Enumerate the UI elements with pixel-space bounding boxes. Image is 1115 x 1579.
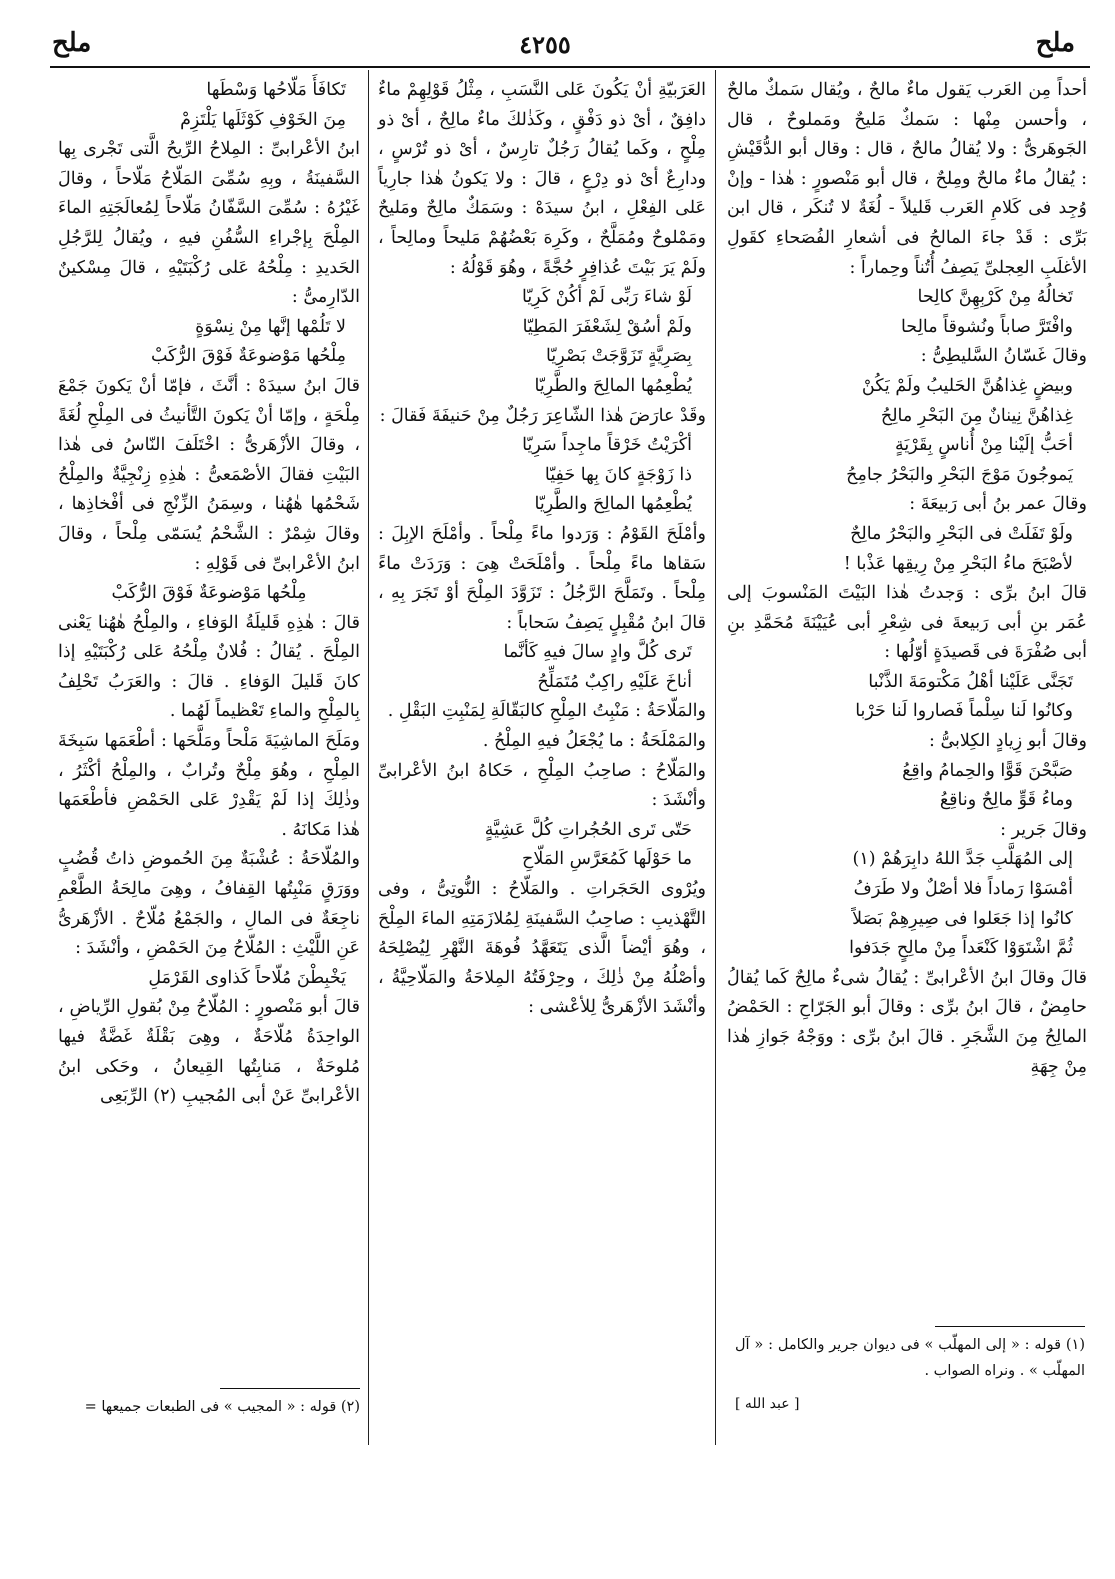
verse-line: أكْرَيْتُ خَرْقاً ماجِداً سَرِيّا [522,435,692,456]
paragraph: قالَ ابنُ سيدَهْ : أنَّثَ ، فإمّا أنْ يَكونَ جَمْعَ مِلْحَةٍ ، وإمّا أنْ يَكونَ التَّأنيثُ فى المِلْحِ لُغَةً ، وقالَ الأزْهَرىُّ : اخْتَلَفَ النّاسُ فى هٰذا البَيْتِ فقالَ الأصْمَعىُّ : هٰذِهِ زِنْجِيَّةٌ والمِلْحُ شَحْمُها هٰهُنا ، وسِمَنُ الزِّنْجِ فى أفْخاذِها ، وقالَ شِمْرٌ : الشَّحْمُ يُسَمّى مِلْحاً ، وقالَ ابنُ الأعْرابىِّ فى قَوْلِهِ : [58,375,360,574]
verse-line: كانُوا إذا جَعَلوا فى صِيرِهِمْ بَصَلاً [852,908,1073,929]
paragraph: والمُلّاحَةُ : عُشْبَةٌ مِنَ الحُموضِ ذاتُ قُضُبٍ ووَرَقٍ مَنْبِتُها القِفافُ ، وهِىَ مالِحَةُ الطَّعْمِ ناجِعَةٌ فى المالِ ، والجَمْعُ مُلّاحٌ . الأزْهَرىُّ عَنِ اللَّيْثِ : المُلّاحُ مِنَ الحَمْضِ ، وأنْشَدَ : [58,849,360,959]
verse-line: مِلْحُها مَوْضوعَةٌ فَوْقَ الرُّكَبْ [150,346,346,367]
verse-line: ذا زَوْجَةٍ كانَ بِها حَفِيّا [544,464,692,485]
verse-line: تَكافَأَ مَلّاحُها وَسْطَها [206,80,346,100]
paragraph: أحداً مِن العَرب يَقول ماءٌ مالحٌ ، ويُقال سَمكٌ مالحٌ ، وأحسن مِنْها : سَمكٌ مَليحٌ ومَملوحٌ ، قال الجَوهَرىُّ : ولا يُقالُ مالحٌ ، قال : وقال أبو الدُّقَيْشِ : يُقالُ ماءٌ مالحٌ ومِلحٌ ، قال أبو مَنْصورٍ : هٰذا - وإنْ وُجِد فى كَلامِ العَرب قَليلاً - لُغَةٌ لا تُنكَر ، قال ابن بَرِّى : قَدْ جاءَ المالحُ فى أشعارِ الفُصَحاءِ كقَولِ الأغلَبِ العِجلىِّ يَصِفُ أُتُناً وحِماراً : [727,80,1087,278]
footnote: (١) قوله : « إلى المهلّب » فى ديوان جرير والكامل : « آل المهلّب » . ونراه الصواب . [735,1337,1085,1379]
verse-line: غِذاهُنَّ نِينانٌ مِنَ البَحْرِ مالِحُ [880,405,1073,426]
header-rule [50,66,1090,68]
verse-line: وماءُ قَوٍّ مالِحٌ وناقِعُ [939,790,1073,811]
verse-line: ما حَوْلَها كَمُعَرَّسِ المَلّاحِ [522,849,692,870]
footnote-rule [220,1388,360,1389]
column-divider-right [715,70,716,1445]
verse-line: يَخْبِطْنَ مُلّاحاً كَذاوى القَرْمَلِ [148,967,346,988]
verse-line: مِنَ الخَوْفِ كَوْثَلَها يَلْتَزِمْ [180,109,346,130]
verse-line: حَتّى تَرى الحُجُراتِ كُلَّ عَشِيَّةٍ [484,819,692,840]
footnote-rule [935,1326,1085,1327]
page-number: ٤٢٥٥ [519,30,571,59]
column-divider-left [368,70,369,1445]
paragraph: وأمْلَحَ القَوْمُ : وَرَدوا ماءً مِلْحاً . وأمْلَحَ الإبِلَ : سَقاها ماءً مِلْحاً . وأمْلَحَتْ هِىَ : وَرَدَتْ ماءً مِلْحاً . وتَمَلَّحَ الرَّجُلُ : تَزَوَّدَ المِلْحَ أوْ تَجَرَ بِهِ ، قالَ ابنُ مُقْبِلٍ يَصِفُ سَحاباً : [378,523,706,633]
paragraph: قالَ ابنُ برِّى : وَجدتُ هٰذا البَيْتَ المَنْسوبَ إلى عُمَر بنِ أبى رَبيعةَ فى شِعْرِ أبى عُيَيْنَةَ مُحَمَّدِ بنِ أبى صُفْرَةَ فى قَصيدَةٍ أوّلُها : [727,583,1087,663]
paragraph: والمَمْلَحَةُ : ما يُجْعَلُ فيهِ المِلْحُ . [482,731,706,752]
paragraph: ويُرْوى الحَجَراتِ . والمَلّاحُ : النُّوتِىُّ ، وفى التَّهْذيبِ : صاحِبُ السَّفينَةِ لِمُلازَمَتِهِ الماءَ المِلْحَ ، وهُوَ أيْضاً الَّذى يَتَعَهَّدُ فُوهَةَ النَّهْرِ لِيُصْلِحَهُ وأصْلُهُ مِنْ ذٰلِكَ ، وحِرْفَتُهُ المِلاحَةُ والمَلّاحِيَّةُ ، وأنْشَدَ الأزْهَرىُّ لِلأعْشى : [378,879,706,1018]
paragraph: وقالَ عمر بنُ أبى رَبيعَةَ : [909,494,1087,515]
verse-line: تَرى كُلَّ وادٍ سالَ فيهِ كَأنَّما [503,642,692,663]
verse-line: يُطْعِمُها المالِحَ والطَّرِيّا [534,494,692,515]
verse-line: إلى المُهَلَّبِ جَدَّ اللهُ دابِرَهُمْ (١) [852,849,1073,870]
paragraph: ابنُ الأعْرابىِّ : المِلاحُ الرِّيحُ الَّتى تَجْرى بِها السَّفينَةُ ، وبِهِ سُمِّىَ المَلّاحُ مَلّاحاً ، وقالَ غَيْرُهُ : سُمِّىَ السَّفّانُ مَلّاحاً لِمُعالَجَتِهِ الماءَ المِلْحَ بِإجْراءِ السُّفُنِ فيهِ ، ويُقالُ لِلرَّجُلِ الحَديدِ : مِلْحُهُ عَلى رُكْبَتَيْهِ ، قالَ مِسْكينٌ الدّارِمىُّ : [58,139,360,308]
verse-line: ولَوْ تَفَلَتْ فى البَحْرِ والبَحْرُ مالِحٌ [850,523,1073,544]
verse-line: صَبَّحْنَ قَوًّا والحِمامُ واقِعُ [902,760,1073,781]
footnote: (٢) قوله : « المجيب » فى الطبعات جميعها = [84,1399,360,1415]
paragraph: ومَلَحَ الماشِيَةَ مَلْحاً ومَلَّحَها : أطْعَمَها سَبِخَةَ المِلْحِ ، وهُوَ مِلْحٌ وتُرابٌ ، والمِلْحُ أكْثَرُ ، وذٰلِكَ إذا لَمْ يَقْدِرْ عَلى الحَمْضِ فأطْعَمَها هٰذا مَكانَهُ . [58,731,360,840]
verse-line: يُطْعِمُها المالِحَ والطَّرِيّا [534,375,692,396]
column-left [58,76,360,1112]
editor-signature: [ عبد الله ] [735,1396,800,1412]
verse-line: وكانُوا لَنا سِلْماً فَصاروا لَنا حَرْبا [855,701,1073,722]
verse-line: يَموجُونَ مَوْجَ البَحْرِ والبَحْرُ جامِحُ [846,464,1073,485]
verse-line: تَجَنَّى عَلَيْنا أهْلُ مَكْتومَةَ الذَّنْبا [868,671,1073,692]
paragraph: وقالَ أبو زِيادٍ الكِلابىُّ : [929,731,1087,752]
verse-line: لَوْ شاءَ رَبِّى لَمْ أكُنْ كَرِيّا [521,287,692,308]
header-word-right: ملح [1035,28,1075,58]
header-word-left: ملح [52,28,92,58]
paragraph: قالَ : هٰذِهِ قَليلَةُ الوَفاءِ ، والمِلْحُ هٰهُنا يَعْنى المِلْحَ . يُقالُ : فُلانٌ مِلْحُهُ عَلى رُكْبَتَيْهِ إذا كانَ قَليلَ الوَفاءِ . قالَ : والعَرَبُ تَحْلِفُ بِالمِلْحِ والماءِ تَعْظيماً لَهُما . [58,612,360,722]
column-middle [378,76,706,1023]
column-right [727,76,1087,1082]
paragraph: قالَ أبو مَنْصورٍ : المُلّاحُ مِنْ بُقولِ الرِّياضِ ، الواحِدَةُ مُلّاحَةٌ ، وهِىَ بَقْلَةٌ غَضَّةٌ فيها مُلوحَةٌ ، مَنابِتُها القِيعانُ ، وحَكى ابنُ الأعْرابىِّ عَنْ أبى المُجيبِ (٢) الرِّبَعِى [58,997,360,1107]
verse-line: لأصْبَحَ ماءُ البَحْرِ مِنْ رِيقِها عَذْبا ! [843,553,1073,574]
verse-line: أمْسَوْا رَماداً فلا أصْلٌ ولا طَرَفُ [853,879,1073,900]
verse-line: وبيضٍ غِذاهُنَّ الحَليبُ ولَمْ يَكُنْ [861,375,1073,396]
paragraph: وقالَ غَسّانُ السَّليطِىُّ : [920,346,1087,367]
paragraph: العَرَبيّةِ أنْ يَكُونَ عَلى النَّسَبِ ، مِثْلُ قَوْلِهِمْ ماءٌ دافِقٌ ، أىْ ذو دَفْقٍ ، وكَذٰلكَ ماءٌ مالِحٌ ، أىْ ذو مِلْحٍ ، وكَما يُقالُ رَجُلٌ تارِسٌ ، أىْ ذو تُرْسٍ ، ودارِعٌ أىْ ذو دِرْعٍ ، قالَ : ولا يَكونُ هٰذا جارِياً عَلى الفِعْلِ ، ابنُ سيدَهْ : وسَمَكٌ مالِحٌ ومَليحٌ ومَمْلوحٌ ومُمَلَّحٌ ، وكَرِهَ بَعْضُهُمْ مَليحاً ومالِحاً ، ولَمْ يَرَ بَيْتَ عُذافِرٍ حُجَّةً ، وهُوَ قَوْلُهُ : [378,80,706,278]
verse-line: تَخالُهُ مِنْ كَرْبِهِنَّ كالِحا [917,287,1073,308]
verse-line: مِلْحُها مَوْضوعَةٌ فَوْقَ الرُّكَبْ [111,583,307,604]
verse-line: أحَبُّ إلَيْنا مِنْ أُناسٍ بِقَرْيَةٍ [895,435,1073,456]
paragraph: وقالَ جَرير : [1000,819,1087,840]
paragraph: والمَلّاحُ : صاحِبُ المِلْحِ ، حَكاهُ ابنُ الأعْرابىِّ وأنْشَدَ : [378,760,706,811]
verse-line: أناخَ عَلَيْهِ راكِبٌ مُتَمَلِّحُ [537,671,692,692]
paragraph: والمَلّاحَةُ : مَنْبِتُ المِلْحِ كالبَقّالَةِ لِمَنْبِتِ البَقْلِ . [387,701,706,722]
verse-line: ثُمَّ اشْتَوَوْا كَنْعَداً مِنْ مالِحٍ جَدَفوا [849,938,1073,959]
verse-line: ولَمْ أسُقْ لِشَعْفَرَ المَطِيّا [522,316,692,337]
paragraph: وقَدْ عارَضَ هٰذا الشّاعِرَ رَجُلٌ مِنْ حَنيفَةَ فَقالَ : [379,405,706,426]
paragraph: قالَ وقالَ ابنُ الأعْرابىِّ : يُقالُ شىءٌ مالِحٌ كَما يُقالُ حامِضٌ ، قالَ ابنُ برِّى : وقالَ أبو الجَرّاحِ : الحَمْضُ المالِحُ مِنَ الشَّجَرِ . قالَ ابنُ برِّى : ووَجْهُ جَوازِ هٰذا مِنْ جِهَةِ [727,967,1087,1077]
verse-line: لا تَلُمْها إنَّها مِنْ نِسْوَةٍ [195,316,346,337]
verse-line: بِصَرِيَّةٍ تَزَوَّجَتْ بَصْرِيّا [546,346,692,367]
verse-line: وافْتَرَّ صاباً ونُشوقاً مالِحا [900,316,1073,337]
